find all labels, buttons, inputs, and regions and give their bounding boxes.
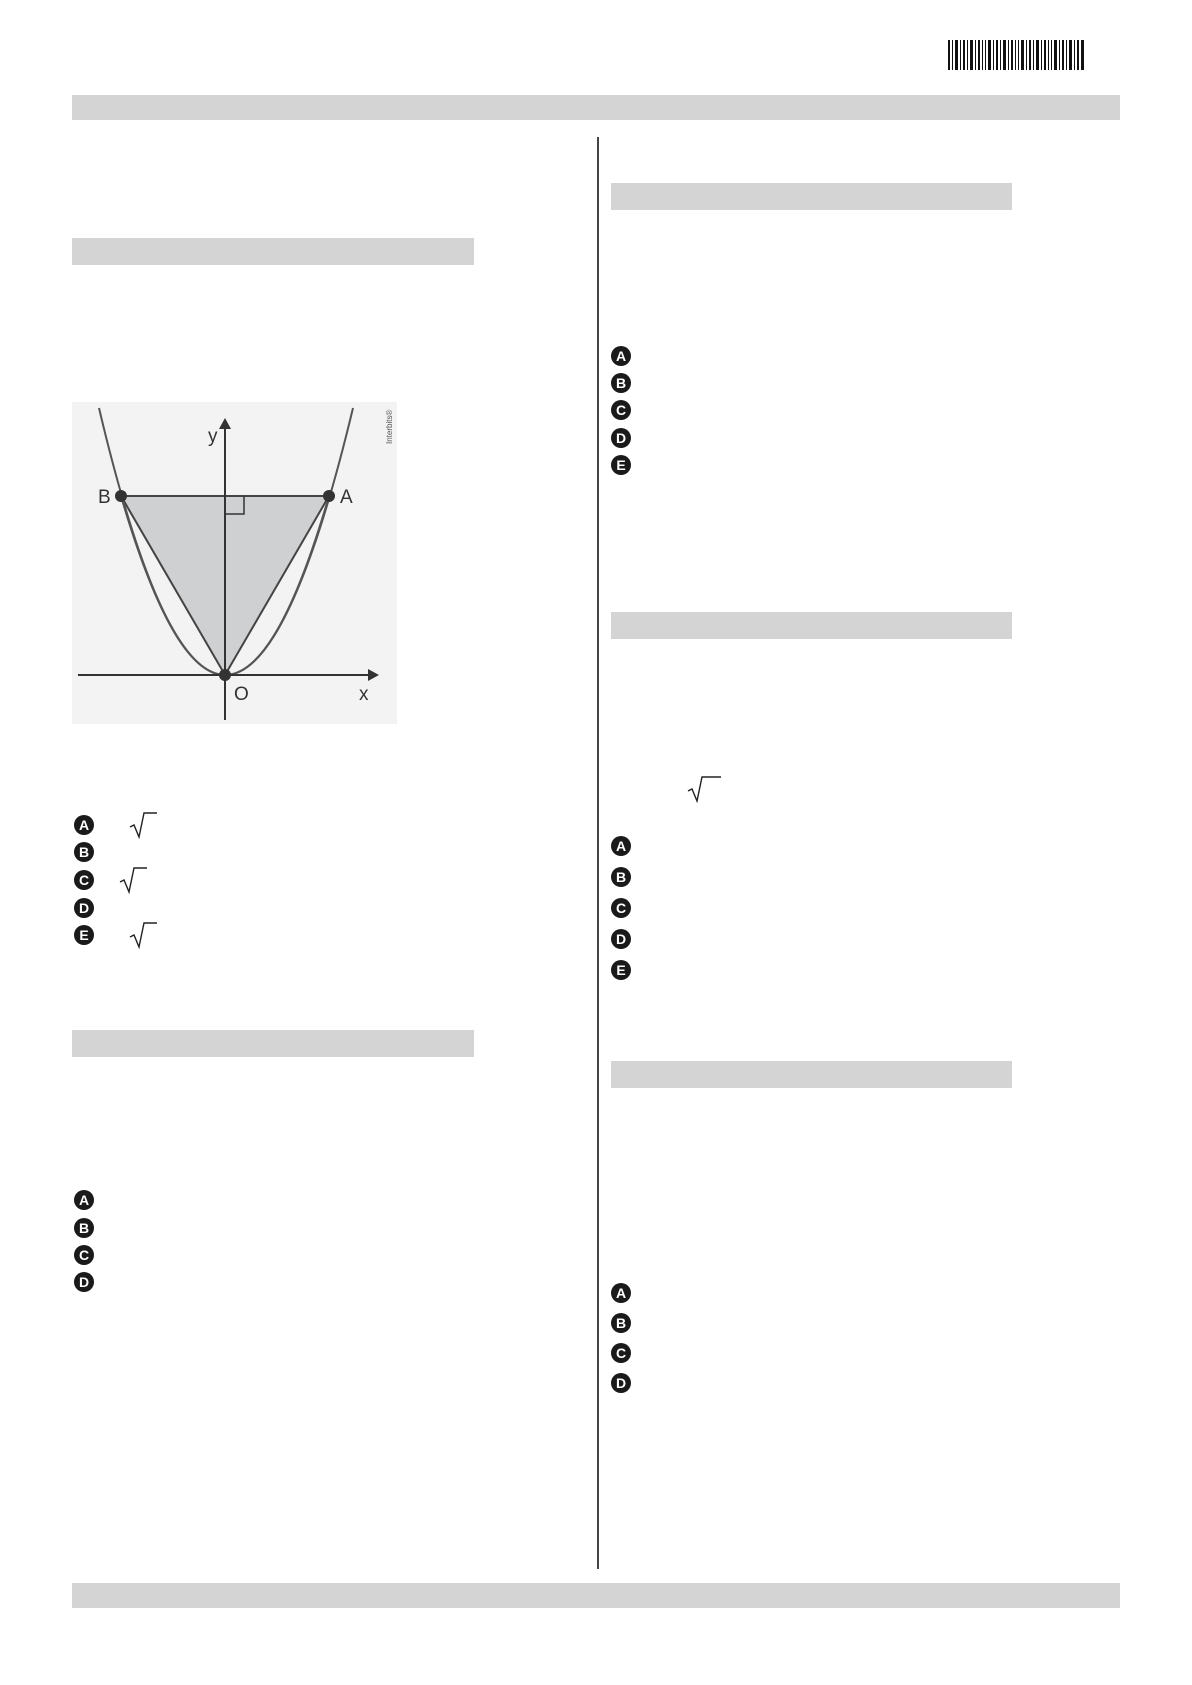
question-header-left-1 [72, 238, 474, 265]
q5-option-b[interactable]: B [611, 1313, 631, 1333]
q4-option-d[interactable]: D [611, 929, 631, 949]
y-axis-label: y [208, 426, 218, 447]
q3-option-c[interactable]: C [611, 400, 631, 420]
x-axis-label: x [359, 684, 369, 705]
q4-option-a[interactable]: A [611, 836, 631, 856]
q1-option-d[interactable]: D [74, 898, 94, 918]
q5-option-a[interactable]: A [611, 1283, 631, 1303]
point-b-marker [115, 490, 127, 502]
point-a-label: A [340, 487, 353, 508]
q2-option-b[interactable]: B [74, 1218, 94, 1238]
barcode [948, 40, 1084, 70]
question-header-right-1 [611, 183, 1012, 210]
sqrt-symbol [128, 921, 158, 949]
q1-option-c[interactable]: C [74, 870, 94, 890]
figure-credit: Interbits® [385, 409, 394, 444]
point-a-marker [323, 490, 335, 502]
footer-bar [72, 1583, 1120, 1608]
sqrt-symbol [128, 811, 158, 839]
q3-option-e[interactable]: E [611, 455, 631, 475]
q4-option-e[interactable]: E [611, 960, 631, 980]
q1-option-b[interactable]: B [74, 842, 94, 862]
q2-option-c[interactable]: C [74, 1245, 94, 1265]
point-b-label: B [98, 487, 111, 508]
question-header-right-3 [611, 1061, 1012, 1088]
parabola-triangle-figure [72, 402, 402, 732]
q2-option-d[interactable]: D [74, 1272, 94, 1292]
q4-option-b[interactable]: B [611, 867, 631, 887]
q1-option-a[interactable]: A [74, 815, 94, 835]
origin-label: O [234, 684, 249, 705]
column-divider [597, 137, 599, 1569]
q3-option-b[interactable]: B [611, 373, 631, 393]
q4-option-c[interactable]: C [611, 898, 631, 918]
q3-option-d[interactable]: D [611, 428, 631, 448]
q2-option-a[interactable]: A [74, 1190, 94, 1210]
q5-option-c[interactable]: C [611, 1343, 631, 1363]
origin-marker [219, 669, 231, 681]
sqrt-symbol [118, 866, 148, 894]
question-header-left-2 [72, 1030, 474, 1057]
q3-option-a[interactable]: A [611, 346, 631, 366]
question-header-right-2 [611, 612, 1012, 639]
header-bar [72, 95, 1120, 120]
q1-option-e[interactable]: E [74, 925, 94, 945]
q5-option-d[interactable]: D [611, 1373, 631, 1393]
sqrt-symbol [686, 775, 722, 803]
